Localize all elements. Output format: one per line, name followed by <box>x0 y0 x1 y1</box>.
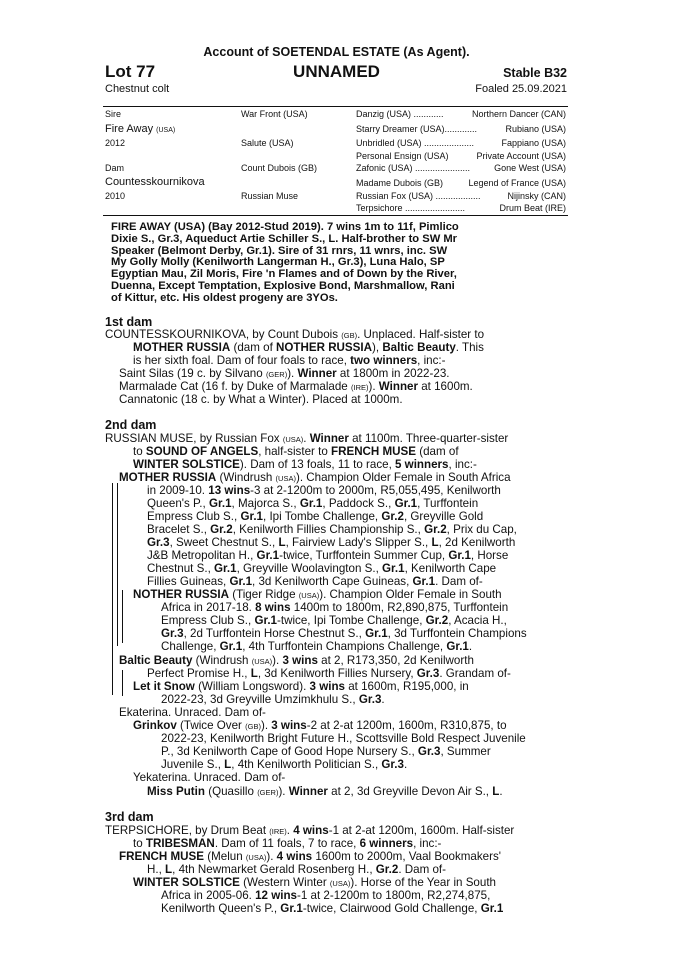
progeny-line: 2022-23, Kenilworth Bright Future H., Scottsville Bold Respect Juvenile <box>161 732 526 745</box>
progeny-line: Empress Club S., Gr.1, Ipi Tombe Challenge, Gr.2, Greyville Gold <box>147 510 484 523</box>
sire-summary-line: FIRE AWAY (USA) (Bay 2012-Stud 2019). 7 wins 1m to 11f, Pimlico <box>111 221 459 233</box>
family-bracket <box>117 483 118 646</box>
progeny-line: P., 3d Kenilworth Cape of Good Hope Nursery S., Gr.3, Summer <box>161 745 491 758</box>
g3-right: Fappiano (USA) <box>501 138 566 148</box>
first-dam-heading: 1st dam <box>105 315 153 329</box>
g3-right: Nijinsky (CAN) <box>507 191 566 201</box>
second-dam-line: WINTER SOLSTICE). Dam of 13 foals, 11 to race, 5 winners, inc:- <box>133 458 477 471</box>
first-dam-line: MOTHER RUSSIA (dam of NOTHER RUSSIA), Baltic Beauty. This <box>133 341 484 354</box>
g3-right: Northern Dancer (CAN) <box>471 109 566 119</box>
progeny-entry: Yekaterina. Unraced. Dam of- <box>133 771 286 784</box>
progeny-entry: Grinkov (Twice Over (GB)). 3 wins-2 at 2-at 1200m, 1600m, R310,875, to <box>133 719 507 732</box>
g3-left: Danzig (USA) ............ <box>356 109 444 119</box>
first-dam-intro: COUNTESSKOURNIKOVA, by Count Dubois (GB). Unplaced. Half-sister to <box>105 328 485 341</box>
progeny-entry: Ekaterina. Unraced. Dam of- <box>119 706 266 719</box>
progeny-line: Gr.3, 2d Turffontein Horse Chestnut S., Gr.1, 3d Turffontein Champions <box>161 627 527 640</box>
foaled-date: Foaled 25.09.2021 <box>475 83 567 95</box>
progeny-entry: FRENCH MUSE (Melun (USA)). 4 wins 1600m to 2000m, Vaal Bookmakers' <box>119 850 501 863</box>
dam-name: Countesskournikova <box>105 176 205 188</box>
sire-summary <box>111 222 559 305</box>
third-dam-intro: TERPSICHORE, by Drum Beat (IRE). 4 wins-1 at 2-at 1200m, 1600m. Half-sister <box>105 824 515 837</box>
progeny-line: Gr.3, Sweet Chestnut S., L, Fairview Lady's Slipper S., L, 2d Kenilworth <box>147 536 516 549</box>
g3-left: Starry Dreamer (USA)............. <box>356 124 478 134</box>
progeny-line: Juvenile S., L, 4th Kenilworth Politician S., Gr.3. <box>161 758 408 771</box>
sire-sire: War Front (USA) <box>241 109 308 119</box>
g3-right: Gone West (USA) <box>494 163 566 173</box>
sire-year: 2012 <box>105 138 126 148</box>
sire-dam: Salute (USA) <box>241 138 294 148</box>
progeny-line: Fillies Guineas, Gr.1, 3d Kenilworth Cape Guineas, Gr.1. Dam of- <box>147 575 483 588</box>
progeny-line: H., L, 4th Newmarket Gerald Rosenberg H., Gr.2. Dam of- <box>147 863 446 876</box>
second-dam-intro: RUSSIAN MUSE, by Russian Fox (USA). Winner at 1100m. Three-quarter-sister <box>105 432 509 445</box>
progeny-line: 2022-23, 3d Greyville Umzimkhulu S., Gr.3. <box>161 693 385 706</box>
progeny-entry: Let it Snow (William Longsword). 3 wins at 1600m, R195,000, in <box>133 680 469 693</box>
dam-label: Dam <box>105 163 125 173</box>
g3-left: Terpsichore ........................ <box>356 203 466 213</box>
first-dam-line: is her sixth foal. Dam of four foals to race, two winners, inc:- <box>133 354 446 367</box>
dam-dam: Russian Muse <box>241 191 299 201</box>
progeny-line: Chestnut S., Gr.1, Greyville Woolavington S., Gr.1, Kenilworth Cape <box>147 562 497 575</box>
sire-name: Fire Away (USA) <box>105 123 176 135</box>
sire-summary-line: Egyptian Mau, Zil Moris, Fire 'n Flames and of Down by the River, <box>111 268 457 281</box>
dam-year: 2010 <box>105 191 126 201</box>
progeny-entry: Baltic Beauty (Windrush (USA)). 3 wins at 2, R173,350, 2d Kenilworth <box>119 654 474 667</box>
family-bracket <box>112 483 113 695</box>
foal-entry: Marmalade Cat (16 f. by Duke of Marmalade (IRE)). Winner at 1600m. <box>119 380 473 393</box>
progeny-line: Empress Club S., Gr.1-twice, Ipi Tombe Challenge, Gr.2, Acacia H., <box>161 614 507 627</box>
second-dam-line: to SOUND OF ANGELS, half-sister to FRENCH MUSE (dam of <box>133 445 459 458</box>
horse-sex: Chestnut colt <box>105 83 170 95</box>
progeny-entry: WINTER SOLSTICE (Western Winter (USA)). Horse of the Year in South <box>133 876 496 889</box>
g3-left: Personal Ensign (USA) <box>356 151 449 161</box>
g3-right: Private Account (USA) <box>476 151 566 161</box>
progeny-line: J&B Metropolitan H., Gr.1-twice, Turffontein Summer Cup, Gr.1, Horse <box>147 549 509 562</box>
second-dam-heading: 2nd dam <box>105 418 157 432</box>
foal-entry: Saint Silas (19 c. by Silvano (GER)). Winner at 1800m in 2022-23. <box>119 367 450 380</box>
g3-left: Madame Dubois (GB) <box>356 178 444 188</box>
third-dam-line: to TRIBESMAN. Dam of 11 foals, 7 to race, 6 winners, inc:- <box>133 837 442 850</box>
sire-summary-line: Duenna, Except Temptation, Explosive Bond, Marshmallow, Rani <box>111 279 455 292</box>
stable-number: Stable B32 <box>503 66 567 80</box>
progeny-entry: Miss Putin (Quasillo (GER)). Winner at 2, 3d Greyville Devon Air S., L. <box>147 785 503 798</box>
progeny-line: Queen's P., Gr.1, Majorca S., Gr.1, Paddock S., Gr.1, Turffontein <box>147 497 479 510</box>
g3-right: Drum Beat (IRE) <box>499 203 566 213</box>
g3-left: Zafonic (USA) ...................... <box>356 163 471 173</box>
g3-right: Legend of France (USA) <box>468 178 566 188</box>
sire-summary-line: Dixie S., Gr.3, Aqueduct Artie Schiller S., L. Half-brother to SW Mr <box>111 232 458 245</box>
third-dam-heading: 3rd dam <box>105 810 154 824</box>
lot-number: Lot 77 <box>105 62 156 81</box>
sire-label: Sire <box>105 109 122 119</box>
dam-sire: Count Dubois (GB) <box>241 163 318 173</box>
progeny-line: Kenilworth Queen's P., Gr.1-twice, Clairwood Gold Challenge, Gr.1 <box>161 902 504 915</box>
sire-summary-line: My Golly Molly (Kenilworth Langerman H., Gr.3), Luna Halo, SP <box>111 256 445 269</box>
progeny-line: Challenge, Gr.1, 4th Turffontein Champions Challenge, Gr.1. <box>161 640 473 653</box>
progeny-line: Africa in 2005-06. 12 wins-1 at 2-1200m to 1800m, R2,274,875, <box>161 889 491 902</box>
progeny-entry: NOTHER RUSSIA (Tiger Ridge (USA)). Champion Older Female in South <box>133 588 502 601</box>
family-bracket <box>122 590 123 643</box>
progeny-line: Perfect Promise H., L, 3d Kenilworth Fillies Nursery, Gr.3. Grandam of- <box>147 667 511 680</box>
pedigree-table <box>103 106 568 216</box>
family-bracket <box>122 670 123 696</box>
g3-left: Unbridled (USA) .................... <box>356 138 475 148</box>
g3-left: Russian Fox (USA) .................. <box>356 191 481 201</box>
progeny-line: Bracelet S., Gr.2, Kenilworth Fillies Championship S., Gr.2, Prix du Cap, <box>147 523 517 536</box>
g3-right: Rubiano (USA) <box>505 124 566 134</box>
progeny-line: in 2009-10. 13 wins-3 at 2-1200m to 2000m, R5,055,495, Kenilworth <box>147 484 501 497</box>
foal-entry: Cannatonic (18 c. by What a Winter). Placed at 1000m. <box>119 393 403 406</box>
sire-summary-line: Speaker (Belmont Derby, Gr.1). Sire of 31 rnrs, 11 wnrs, inc. SW <box>111 244 448 257</box>
sire-summary-line: of Kittur, etc. His oldest progeny are 3YOs. <box>111 291 338 304</box>
progeny-entry: MOTHER RUSSIA (Windrush (USA)). Champion Older Female in South Africa <box>119 471 511 484</box>
horse-name: UNNAMED <box>293 62 380 81</box>
progeny-line: Africa in 2017-18. 8 wins 1400m to 1800m, R2,890,875, Turffontein <box>161 601 509 614</box>
account-line: Account of SOETENDAL ESTATE (As Agent). <box>203 45 470 59</box>
